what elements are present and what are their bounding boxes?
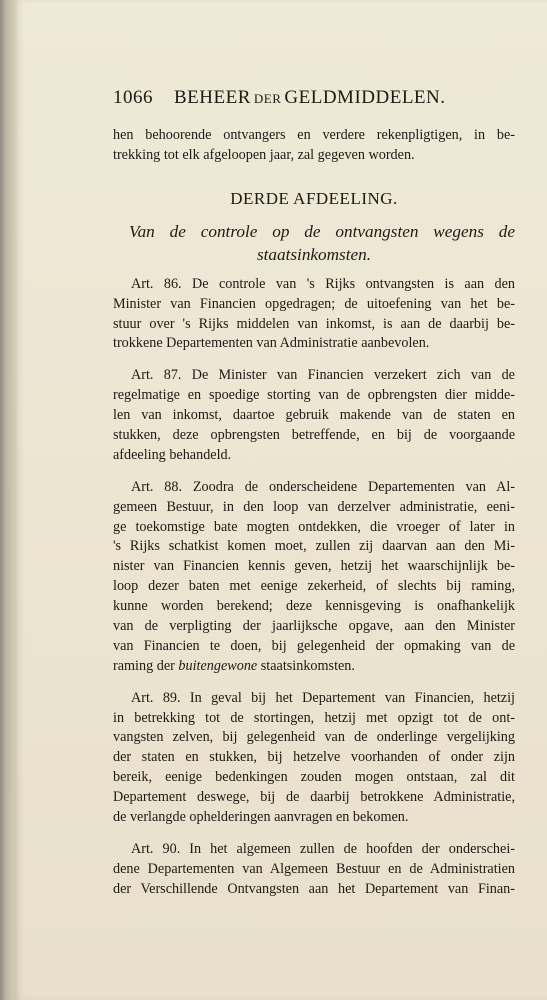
article-line: afdeeling behandeld. xyxy=(113,446,232,463)
article-line: stukken, deze opbrengsten betreffende, en bij de voorgaande xyxy=(113,427,515,444)
article-line: nister van Financien kennis geven, hetzij het waarschijnlijk be- xyxy=(113,558,515,575)
section-subtitle-line-1: Van de controle op de ontvangsten wegens de xyxy=(129,221,515,241)
header-title-part2: GELDMIDDELEN. xyxy=(284,87,446,108)
article-line: regelmatige en spoedige storting van de opbrengsten dier midde- xyxy=(113,387,515,404)
article-line: Art. 88. Zoodra de onderscheidene Departementen van Al- xyxy=(131,478,515,495)
article-line: der staten en stukken, bij hetzelve voorhanden of onder zijn xyxy=(113,749,515,766)
article-line: dene Departementen van Algemeen Bestuur en de Administratien xyxy=(113,860,515,877)
article-89 xyxy=(113,689,515,828)
article-line xyxy=(113,657,515,677)
article-87 xyxy=(113,366,515,465)
intro-line: hen behoorende ontvangers en verdere rekenpligtigen, in be- xyxy=(113,127,515,143)
article-line: loop dezer baten met eenige zekerheid, of slechts bij raming, xyxy=(113,578,515,595)
article-line: der Verschillende Ontvangsten aan het Departement van Finan- xyxy=(113,880,515,897)
article-line: van de verpligting der jaarlijksche opgave, aan den Minister xyxy=(113,618,515,635)
article-line: Art. 90. In het algemeen zullen de hoofden der onderschei- xyxy=(131,840,515,857)
article-line: Minister van Financien opgedragen; de uitoefening van het be- xyxy=(113,295,515,312)
article-line: Art. 89. In geval bij het Departement van Financien, hetzij xyxy=(131,689,515,706)
article-88 xyxy=(113,478,515,677)
article-90 xyxy=(113,840,515,900)
article-text: raming der xyxy=(113,657,179,674)
intro-paragraph xyxy=(113,126,515,166)
header-title-part1: BEHEER xyxy=(174,87,251,108)
running-header xyxy=(113,86,515,111)
article-line: gemeen Bestuur, in den loop van derzelver administratie, eeni- xyxy=(113,498,515,515)
article-86 xyxy=(113,275,515,355)
section-subtitle-line-2: staatsinkomsten. xyxy=(256,244,372,264)
article-line: van Financien te doen, bij gelegenheid der opmaking van de xyxy=(113,637,515,654)
header-title-small: DER xyxy=(253,91,282,106)
article-line: Art. 87. De Minister van Financien verzekert zich van de xyxy=(131,367,515,384)
article-line: in betrekking tot de stortingen, hetzij met opzigt tot de ont- xyxy=(113,709,515,726)
article-line: Departement deswege, bij de daarbij betrokkene Administratie, xyxy=(113,789,515,806)
article-line: len van inkomst, daartoe gebruik makende van de staten en xyxy=(113,407,515,424)
article-line: vangsten zelven, bij gelegenheid van de onderlinge vergelijking xyxy=(113,729,515,746)
article-line: Art. 86. De controle van 's Rijks ontvangsten is aan den xyxy=(131,275,515,292)
article-line: trokkene Departementen van Administratie aanbevolen. xyxy=(113,335,430,352)
article-line: 's Rijks schatkist komen moet, zullen zij daarvan aan den Mi- xyxy=(113,538,515,555)
page-number: 1066 xyxy=(113,87,153,108)
article-line: stuur over 's Rijks middelen van inkomst, is aan de daarbij be- xyxy=(113,315,515,332)
article-line: de verlangde ophelderingen aanvragen en bekomen. xyxy=(113,809,409,826)
text-block xyxy=(113,86,515,912)
article-text: staatsinkomsten. xyxy=(257,657,355,674)
article-line: kunne worden berekend; deze kennisgeving is onafhankelijk xyxy=(113,598,515,615)
article-line: bereik, eenige bedenkingen zouden mogen ontstaan, zal dit xyxy=(113,769,515,786)
intro-line: trekking tot elk afgeloopen jaar, zal gegeven worden. xyxy=(113,146,415,163)
article-line: ge toekomstige bate mogten ontdekken, die vroeger of later in xyxy=(113,518,515,535)
article-italic-text: buitengewone xyxy=(178,657,258,674)
section-title: DERDE AFDEELING. xyxy=(230,188,398,208)
